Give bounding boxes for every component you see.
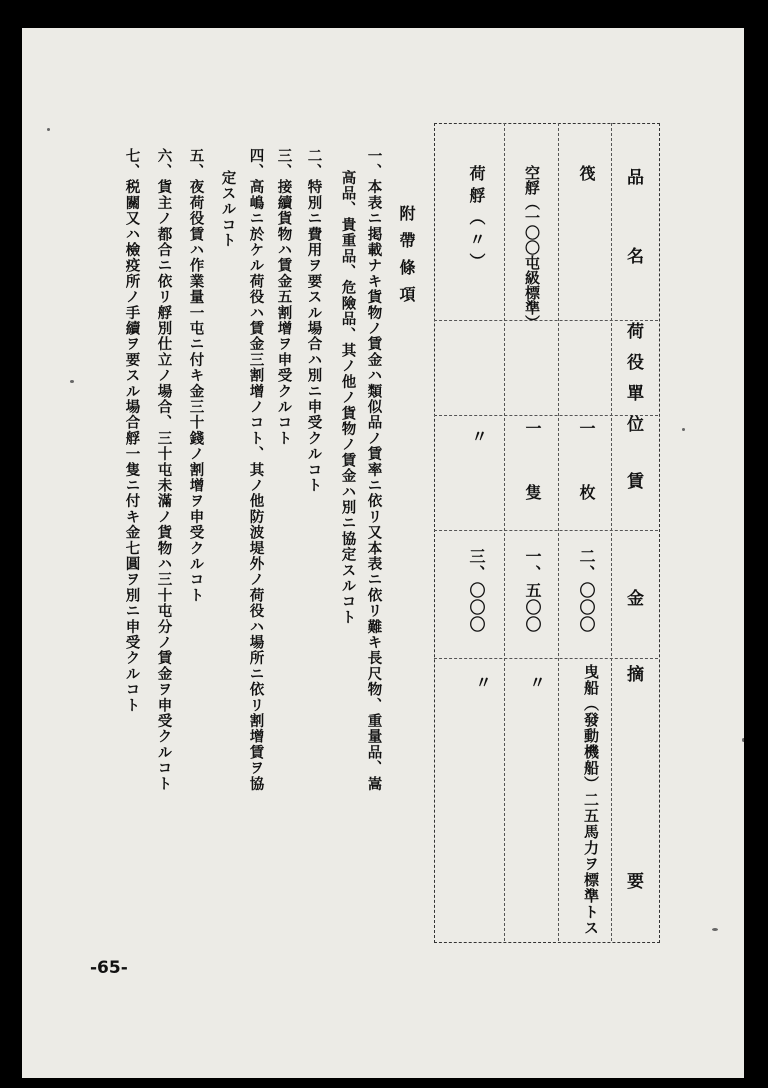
- row-2-rate: 一、五〇〇: [523, 548, 542, 633]
- header-rate: 賃金: [623, 472, 643, 706]
- page-number: -65-: [90, 958, 128, 978]
- row-2-remarks: 〃: [527, 674, 546, 690]
- table-rule: [504, 123, 505, 941]
- table-rule: [558, 123, 559, 941]
- note-7: 七、税關又ハ檢疫所ノ手續ヲ要スル場合艀一隻ニ付キ金七圓ヲ別ニ申受クルコト: [123, 148, 141, 714]
- row-1-item: 筏: [577, 165, 596, 181]
- note-1-line-1: 一、本表ニ掲載ナキ貨物ノ賃金ハ類似品ノ賃率ニ依リ又本表ニ依リ難キ長尺物、重量品、嵩: [365, 148, 383, 792]
- note-5: 五、夜荷役賃ハ作業量一屯ニ付キ金三十錢ノ割增ヲ申受クルコト: [187, 148, 205, 604]
- header-unit: 荷役單位: [623, 322, 643, 446]
- row-3-unit: 〃: [469, 428, 488, 444]
- note-4-line-1: 四、高嶋ニ於ケル荷役ハ賃金三割增ノコト、其ノ他防波堤外ノ荷役ハ場所ニ依リ割增賃ヲ協: [247, 148, 265, 792]
- scan-speck: [712, 928, 718, 931]
- scan-speck: [742, 738, 744, 742]
- row-3-rate: 三、〇〇〇: [467, 548, 486, 633]
- scan-speck: [70, 380, 74, 383]
- note-3: 三、接續貨物ハ賃金五割增ヲ申受クルコト: [275, 148, 293, 447]
- row-1-rate: 二、〇〇〇: [577, 548, 596, 633]
- scan-speck: [682, 428, 685, 431]
- row-2-unit: 一隻: [523, 420, 542, 548]
- row-1-remarks: 曳船（發動機船）二五馬力ヲ標準トス: [582, 664, 600, 936]
- note-1-line-2: 高品、貴重品、危險品、其ノ他ノ貨物ノ賃金ハ別ニ協定スルコト: [339, 170, 357, 626]
- row-3-remarks: 〃: [473, 674, 492, 690]
- row-1-unit: 一枚: [577, 420, 596, 548]
- notes-heading: 附帶條項: [397, 205, 416, 313]
- row-2-item: 空艀（一〇〇屯級標準）: [523, 165, 541, 330]
- header-remarks: 摘要: [623, 665, 643, 1079]
- note-6: 六、貨主ノ都合ニ依リ艀別仕立ノ場合、三十屯未滿ノ貨物ハ三十屯分ノ賃金ヲ申受クルコト: [155, 148, 173, 792]
- table-rule: [611, 123, 612, 941]
- header-item-name: 品名: [623, 168, 643, 326]
- scan-speck: [47, 128, 50, 131]
- row-3-item: 荷艀（〃）: [467, 165, 486, 275]
- note-2: 二、特別ニ費用ヲ要スル場合ハ別ニ申受クルコト: [305, 148, 323, 494]
- note-4-line-2: 定スルコト: [219, 170, 237, 249]
